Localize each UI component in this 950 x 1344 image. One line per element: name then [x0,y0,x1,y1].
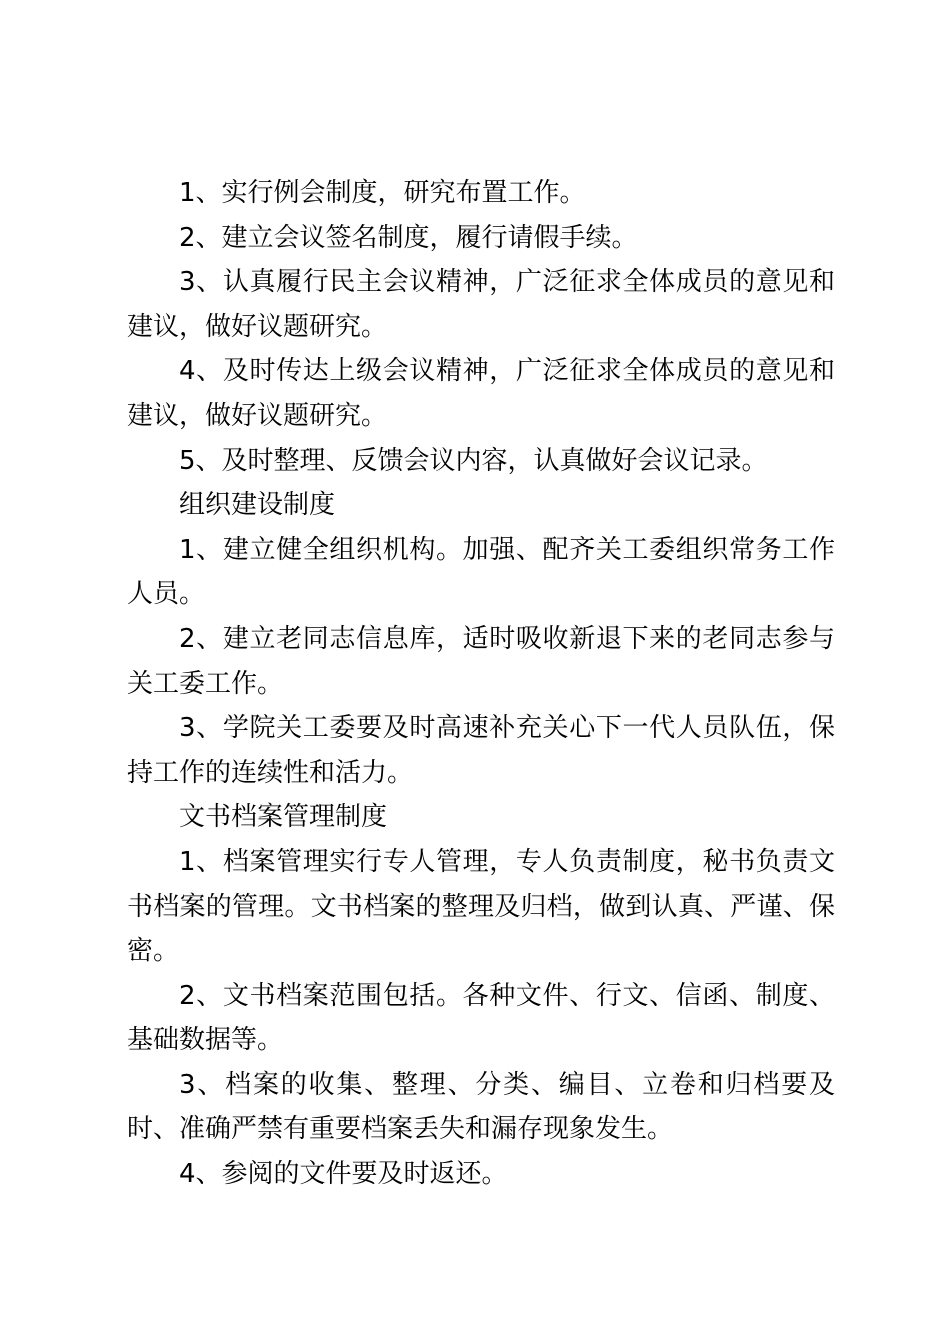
meeting-rule-3: 3、认真履行民主会议精神，广泛征求全体成员的意见和建议，做好议题研究。 [127,267,835,342]
archives-rule-1: 1、档案管理实行专人管理，专人负责制度，秘书负责文书档案的管理。文书档案的整理及归档，做到认真、严谨、保密。 [127,846,835,967]
organization-rule-2: 2、建立老同志信息库，适时吸收新退下来的老同志参与关工委工作。 [127,623,835,699]
section-heading-organization: 组织建设制度 [179,490,336,521]
archives-rule-4: 4、参阅的文件要及时返还。 [179,1159,508,1190]
meeting-rule-2: 2、建立会议签名制度，履行请假手续。 [179,222,638,253]
meeting-rule-4: 4、及时传达上级会议精神，广泛征求全体成员的意见和建议，做好议题研究。 [127,356,835,431]
section-heading-archives: 文书档案管理制度 [179,802,388,833]
organization-rule-3: 3、学院关工委要及时高速补充关心下一代人员队伍，保持工作的连续性和活力。 [127,713,835,788]
archives-rule-3: 3、档案的收集、整理、分类、编目、立卷和归档要及时、准确严禁有重要档案丢失和漏存现象发生。 [127,1069,835,1145]
organization-rule-1: 1、建立健全组织机构。加强、配齐关工委组织常务工作人员。 [127,534,835,610]
archives-rule-2: 2、文书档案范围包括。各种文件、行文、信函、制度、基础数据等。 [127,980,835,1056]
document-body [127,171,835,1197]
meeting-rule-1: 1、实行例会制度，研究布置工作。 [179,178,586,208]
meeting-rule-5: 5、及时整理、反馈会议内容，认真做好会议记录。 [179,445,768,476]
